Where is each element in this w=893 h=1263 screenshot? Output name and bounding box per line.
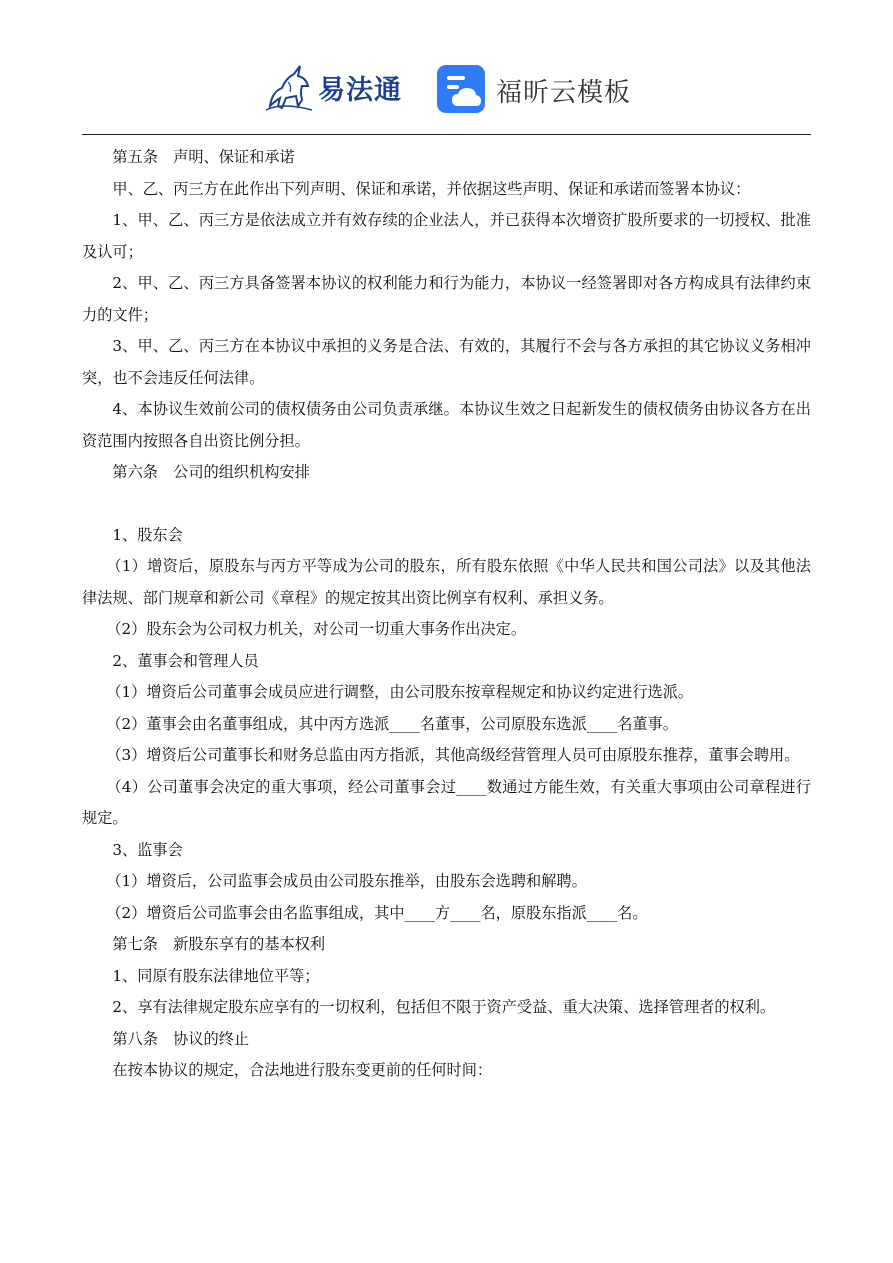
section-heading: 3、监事会 — [112, 840, 183, 859]
paragraph: 1、同原有股东法律地位平等； — [112, 966, 320, 985]
fuxin-cloud-template-logo — [436, 64, 636, 120]
paragraph: （1）增资后，原股东与丙方平等成为公司的股东，所有股东依照《中华人民共和国公司法》以及其他法律法规、部门规章和新公司《章程》的规定按其出资比例享有权利、承担义务。 — [82, 557, 811, 607]
paragraph: （2）董事会由名董事组成，其中丙方选派____名董事，公司原股东选派____名董事。 — [106, 714, 678, 733]
paragraph: （4）公司董事会决定的重大事项，经公司董事会过____数通过方能生效，有关重大事项由公司章程进行规定。 — [82, 777, 811, 827]
header-divider — [82, 134, 811, 135]
unicorn-horse-icon — [262, 62, 318, 118]
brand2-text: 福昕云模板 — [496, 78, 632, 108]
paragraph: （1）增资后，公司监事会成员由公司股东推举，由股东会选聘和解聘。 — [106, 872, 587, 890]
document-cloud-icon — [436, 64, 486, 114]
paragraph: （3）增资后公司董事长和财务总监由丙方指派，其他高级经营管理人员可由原股东推荐，董事会聘用。 — [106, 746, 800, 764]
section-heading: 1、股东会 — [112, 525, 183, 544]
paragraph: （1）增资后公司董事会成员应进行调整，由公司股东按章程规定和协议约定进行选派。 — [106, 683, 694, 701]
blank-line — [82, 489, 811, 520]
paragraph: 2、甲、乙、丙三方具备签署本协议的权利能力和行为能力，本协议一经签署即对各方构成具有法律约束力的文件； — [82, 274, 811, 324]
paragraph: 2、享有法律规定股东应享有的一切权利，包括但不限于资产受益、重大决策、选择管理者的权利。 — [112, 998, 776, 1016]
article-6-title: 第六条 公司的组织机构安排 — [112, 463, 310, 481]
paragraph: 4、本协议生效前公司的债权债务由公司负责承继。本协议生效之日起新发生的债权债务由协议各方在出资范围内按照各自出资比例分担。 — [82, 400, 811, 450]
page-header — [0, 58, 893, 122]
paragraph: 1、甲、乙、丙三方是依法成立并有效存续的企业法人，并已获得本次增资扩股所要求的一切授权、批准及认可； — [82, 211, 811, 261]
paragraph: （2）股东会为公司权力机关，对公司一切重大事务作出决定。 — [106, 620, 527, 638]
paragraph: 在按本协议的规定，合法地进行股东变更前的任何时间： — [112, 1061, 493, 1079]
paragraph: 3、甲、乙、丙三方在本协议中承担的义务是合法、有效的，其履行不会与各方承担的其它协议义务相冲突，也不会违反任何法律。 — [82, 337, 811, 387]
article-7-title: 第七条 新股东享有的基本权利 — [112, 935, 326, 953]
brand1-text: 易法通 — [318, 75, 402, 106]
paragraph: （2）增资后公司监事会由名监事组成，其中____方____名，原股东指派____名。 — [106, 903, 648, 922]
section-heading: 2、董事会和管理人员 — [112, 651, 259, 670]
yifatong-logo — [262, 62, 412, 118]
article-8-title: 第八条 协议的终止 — [112, 1029, 250, 1048]
document-body — [82, 142, 811, 1087]
article-5-title: 第五条 声明、保证和承诺 — [112, 148, 295, 166]
paragraph: 甲、乙、丙三方在此作出下列声明、保证和承诺，并依据这些声明、保证和承诺而签署本协议： — [112, 179, 751, 198]
